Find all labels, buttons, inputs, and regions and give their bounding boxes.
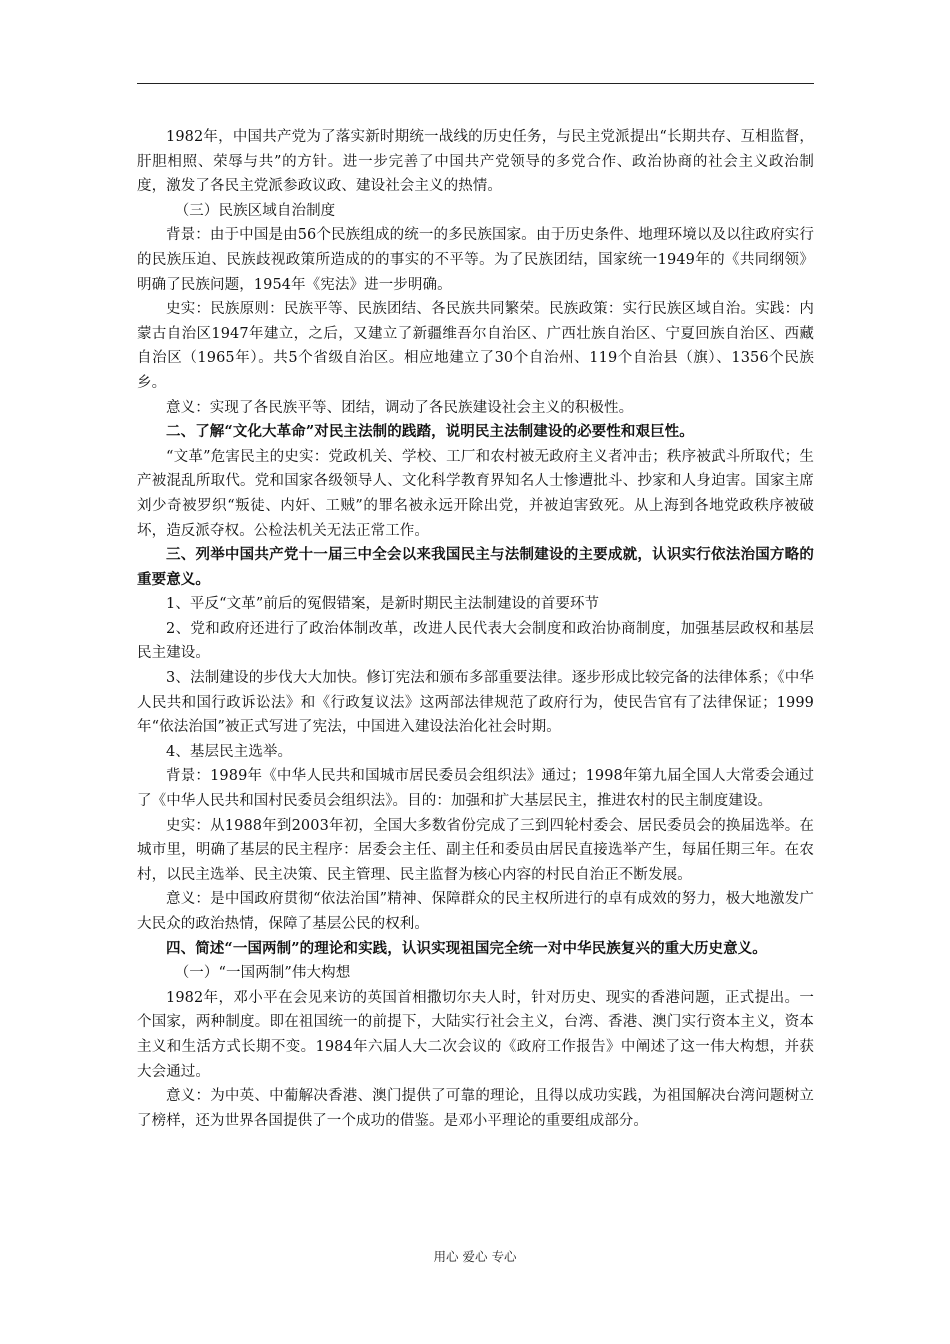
- section-heading: 三、列举中国共产党十一届三中全会以来我国民主与法制建设的主要成就，认识实行依法治国方略的重要意义。: [137, 546, 814, 588]
- section-heading: 二、了解“文化大革命”对民主法制的践踏，说明民主法制建设的必要性和艰巨性。: [166, 423, 694, 441]
- section-subheading: （一）“一国两制”伟大构想: [174, 965, 351, 982]
- paragraph: 2、党和政府还进行了政治体制改革，改进人民代表大会制度和政治协商制度，加强基层政权和基层民主建设。: [137, 620, 814, 662]
- paragraph: 意义：实现了各民族平等、团结，调动了各民族建设社会主义的积极性。: [166, 399, 634, 416]
- section-heading: 四、简述“一国两制”的理论和实践，认识实现祖国完全统一对中华民族复兴的重大历史意义。: [166, 939, 767, 957]
- paragraph: 1、平反“文革”前后的冤假错案，是新时期民主法制建设的首要环节: [166, 596, 600, 613]
- paragraph: 3、法制建设的步伐大大加快。修订宪法和颁布多部重要法律。逐步形成比较完备的法律体系；《中华人民共和国行政诉讼法》和《行政复议法》这两部法律规范了政府行为，使民告官有了法律保证；1999年“依法治国”被正式写进了宪法，中国进入建设法治化社会时期。: [137, 670, 814, 736]
- paragraph: 背景：1989年《中华人民共和国城市居民委员会组织法》通过；1998年第九届全国人大常委会通过了《中华人民共和国村民委员会组织法》。目的：加强和扩大基层民主，推进农村的民主制度建设。: [137, 768, 814, 810]
- header-rule: [137, 83, 814, 84]
- section-subheading: （三）民族区域自治制度: [174, 202, 336, 219]
- paragraph: 意义：是中国政府贯彻“依法治国”精神、保障群众的民主权所进行的卓有成效的努力，极大地激发广大民众的政治热情，保障了基层公民的权利。: [137, 891, 814, 932]
- paragraph: 背景：由于中国是由56个民族组成的统一的多民族国家。由于历史条件、地理环境以及以往政府实行的民族压迫、民族歧视政策所造成的的事实的不平等。为了民族团结，国家统一1949年的《共同纲领》明确了民族问题，1954年《宪法》进一步明确。: [137, 227, 814, 293]
- paragraph: 4、基层民主选举。: [166, 743, 293, 760]
- paragraph: 1982年，邓小平在会见来访的英国首相撒切尔夫人时，针对历史、现实的香港问题，正式提出。一个国家，两种制度。即在祖国统一的前提下，大陆实行社会主义，台湾、香港、澳门实行资本主义，资本主义和生活方式长期不变。1984年六届人大二次会议的《政府工作报告》中阐述了这一伟大构想，并获大会通过。: [137, 989, 814, 1080]
- paragraph: “文革”危害民主的史实：党政机关、学校、工厂和农村被无政府主义者冲击；秩序被武斗所取代；生产被混乱所取代。党和国家各级领导人、文化科学教育界知名人士惨遭批斗、抄家和人身迫害。国家主席刘少奇被罗织“叛徒、内奸、工贼”的罪名被永远开除出党，并被迫害致死。从上海到各地党政秩序被破坏，造反派夺权。公检法机关无法正常工作。: [137, 448, 814, 539]
- paragraph: 意义：为中英、中葡解决香港、澳门提供了可靠的理论，且得以成功实践，为祖国解决台湾问题树立了榜样，还为世界各国提供了一个成功的借鉴。是邓小平理论的重要组成部分。: [137, 1088, 814, 1129]
- page-footer: 用心 爱心 专心: [433, 1249, 517, 1264]
- paragraph: 1982年，中国共产党为了落实新时期统一战线的历史任务，与民主党派提出“长期共存、互相监督，肝胆相照、荣辱与共”的方针。进一步完善了中国共产党领导的多党合作、政治协商的社会主义政治制度，激发了各民主党派参政议政、建设社会主义的热情。: [137, 129, 814, 195]
- paragraph: 史实：民族原则：民族平等、民族团结、各民族共同繁荣。民族政策：实行民族区域自治。实践：内蒙古自治区1947年建立，之后，又建立了新疆维吾尔自治区、广西壮族自治区、宁夏回族自治区、西藏自治区（1965年）。共5个省级自治区。相应地建立了30个自治州、119个自治县（旗）、1356个民族乡。: [137, 301, 814, 391]
- document-body: [137, 125, 814, 1133]
- paragraph: 史实：从1988年到2003年初，全国大多数省份完成了三到四轮村委会、居民委员会的换届选举。在城市里，明确了基层的民主程序：居委会主任、副主任和委员由居民直接选举产生，每届任期三年。在农村，以民主选举、民主决策、民主管理、民主监督为核心内容的村民自治正不断发展。: [137, 817, 814, 883]
